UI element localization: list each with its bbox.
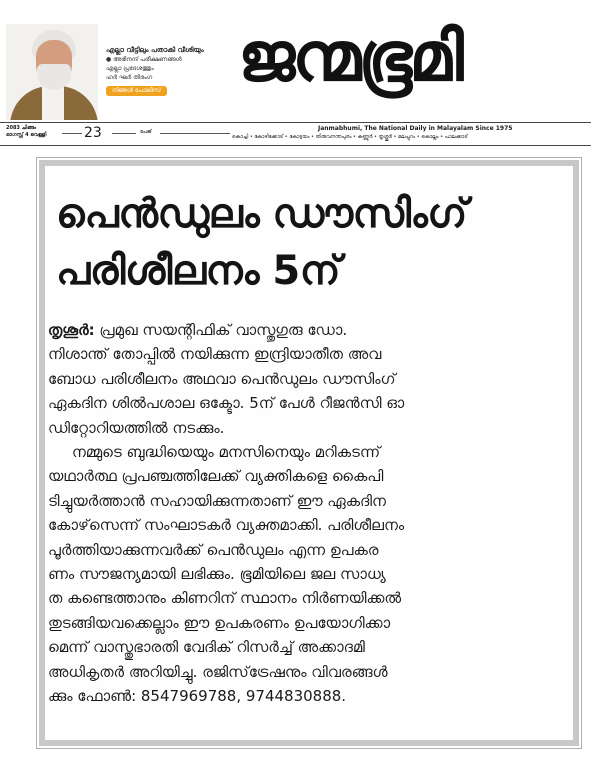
body-line: പൂർത്തിയാക്കുന്നവർക്ക് പെൻഡുലം എന്ന ഉപകര xyxy=(48,540,379,559)
paper-tagline: Janmabhumi, The National Daily in Malayalam Since 1975 xyxy=(318,125,513,132)
promo-headline: എല്ലാ വീട്ടിലും പതാകി വീശിയും xyxy=(106,46,204,54)
body-line: ണം സൗജന്യമായി ലഭിക്കും. ഭൂമിയിലെ ജല സാധ്യ xyxy=(48,565,386,584)
body-line: മെന്ന് വാസ്തുഭാരതി വേദിക് റിസർച്ച് അക്കാദമി xyxy=(48,638,365,657)
body-line: ത കണ്ടെത്താനും കിണറിന് സ്ഥാനം നിർണയിക്കൽ xyxy=(48,589,402,608)
body-line: കോഴ്‌സെന്ന് സംഘാടകർ വ്യക്തമാക്കി. പരിശീലനം xyxy=(48,516,405,535)
body-line: ടിച്ചുയർത്താൻ സഹായിക്കുന്നതാണ് ഈ ഏകദിന xyxy=(48,491,386,510)
headline-line: പെൻഡുലം ഡൗസിംഗ് xyxy=(56,191,467,237)
body-line: തുടങ്ങിയവക്കെല്ലാം ഈ ഉപകരണം ഉപയോഗിക്കാ xyxy=(48,613,391,632)
article-dateline: തൃശൂർ: xyxy=(48,321,95,339)
leader-photo xyxy=(6,24,98,120)
body-line: ക്കും ഫോൺ: 8547969788, 9744830888. xyxy=(48,687,347,706)
body-line: യഥാർത്ഥ പ്രപഞ്ചത്തിലേക്ക് വ്യക്തികളെ കൈപി xyxy=(48,467,384,486)
body-line: ഏകദിന ശിൽപശാല ഒക്ടോ. 5ന് പേൾ റീജൻസി ഓ xyxy=(48,394,405,413)
promo-line: ● അഭിനന്ദ് പരീക്ഷണങ്ങൾ xyxy=(106,56,182,63)
dateline-bar xyxy=(0,122,591,146)
promo-line: ഹർ ഘർ തിരംഗ xyxy=(106,74,153,81)
body-line: അധികൃതർ അറിയിച്ചു. രജിസ്‌ട്രേഷനും വിവരങ്ങൾ xyxy=(48,662,388,681)
headline-line: പരിശീലനം 5ന് xyxy=(56,248,340,294)
promo-tag: നിങ്ങൾ പോലീസ് xyxy=(106,86,167,96)
article-headline xyxy=(56,186,566,300)
issue-date: 2083 ചിങ്ങം ഓഗസ്റ്റ് 4 വെള്ളി xyxy=(6,125,47,138)
promo-line: എല്ലാ പ്രദേശത്തും xyxy=(106,65,154,72)
newspaper-logo: ജന്മഭൂമി xyxy=(238,18,461,97)
body-line: നിശാന്ത് തോപ്പിൽ നയിക്കുന്ന ഇന്ദ്രിയാതീത അവ xyxy=(48,345,382,364)
editions-list: കൊച്ചി • കോഴിക്കോട് • കോട്ടയം • തിരുവനന്തപുരം • കണ്ണൂർ • തൃശ്ശൂർ • മലപ്പുറം • കൊല്ലം • പാലക്കാട് xyxy=(232,134,468,140)
body-line: ഡിറ്റോറിയത്തിൽ നടക്കും. xyxy=(48,418,225,437)
promo-box xyxy=(106,46,236,96)
masthead xyxy=(0,0,591,122)
body-line: തൃശൂർ: പ്രമുഖ സയന്റിഫിക് വാസ്തുഗുരു ഡോ. xyxy=(48,321,348,339)
body-line: ബോധ പരിശീലനം അഥവാ പെൻഡുലം ഡൗസിംഗ് xyxy=(48,369,396,388)
body-line: നമ്മുടെ ബുദ്ധിയെയും മനസിനെയും മറികടന്ന് xyxy=(48,443,381,462)
page-number: 23 xyxy=(84,125,102,141)
page-label: പേജ് xyxy=(140,129,152,135)
article-body xyxy=(48,318,558,709)
